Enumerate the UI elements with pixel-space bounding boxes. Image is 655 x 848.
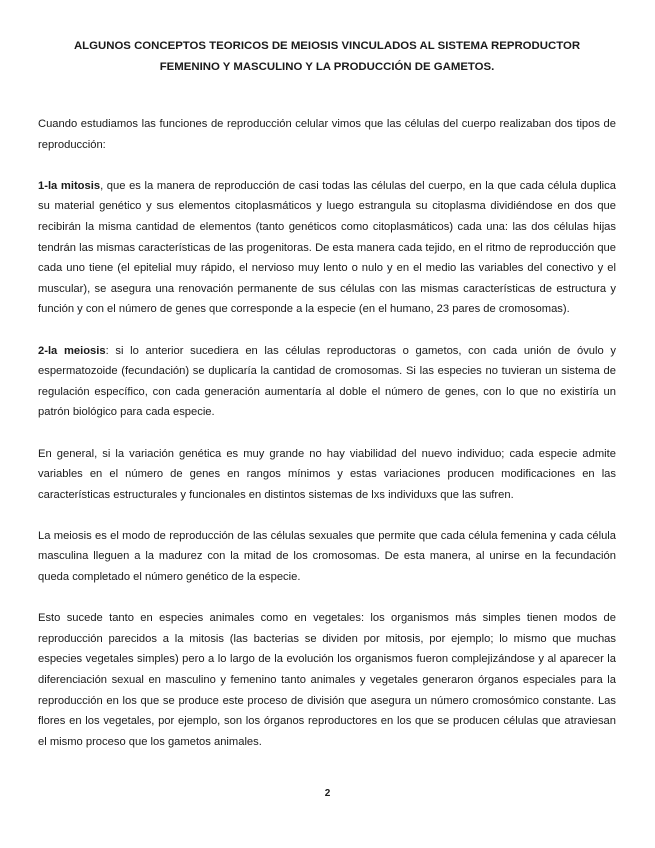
document-title — [38, 36, 616, 78]
paragraph-species: Esto sucede tanto en especies animales como en vegetales: los organismos más simples tienen modos de reproducción parecidos a la mitosis (las bacterias se dividen por mitosis, por ejemplo; lo mismo que muchas especies vegetales simples) pero a lo largo de la evolución los organismos fueron complejizándose y al aparecer la diferenciación sexual en masculino y femenino tanto animales y vegetales generaron órganos especiales para la reproducción en los que se produce este proceso de división que asegura un número cromosómico constante. Las flores en los vegetales, por ejemplo, son los órganos reproductores en los que se producen células que atraviesan el mismo proceso que los gametos animales. — [38, 612, 616, 748]
paragraph-intro: Cuando estudiamos las funciones de reproducción celular vimos que las células del cuerpo realizaban dos tipos de reproducción: — [38, 118, 616, 151]
mitosis-description: , que es la manera de reproducción de casi todas las células del cuerpo, en la que cada célula duplica su material genético y sus elementos citoplasmáticos y luego estrangula su citoplasma dividiéndose en dos que recibirán la misma cantidad de elementos (tanto genéticos como citoplasmáticos) cada una: las dos células hijas tendrán las mismas características de las progenitoras. De esta manera cada tejido, en el ritmo de reproducción que cada uno tiene (el epitelial muy rápido, el nervioso muy lento o nulo y en el medio las variables del conectivo y el muscular), se asegura una renovación permanente de sus células con las mismas características de estructura y función y con el número de genes que corresponde a la especie (en el humano, 23 pares de cromosomas). — [38, 179, 616, 316]
meiosis-description: : si lo anterior sucediera en las células reproductoras o gametos, con cada unión de óvulo y espermatozoide (fecundación) se duplicaría la cantidad de cromosomas. Si las especies no tuvieran un sistema de regulación específico, con cada generación aumentaría al doble el número de genes, con lo que no existiría un patrón biológico para cada especie. — [38, 344, 616, 419]
title-line-2: FEMENINO Y MASCULINO Y LA PRODUCCIÓN DE GAMETOS. — [159, 61, 495, 73]
document-page — [38, 36, 616, 773]
mitosis-term: 1-la mitosis — [38, 179, 101, 192]
paragraph-mitosis — [38, 176, 616, 320]
document-body — [38, 114, 616, 752]
paragraph-meiosis-definition: La meiosis es el modo de reproducción de las células sexuales que permite que cada célula femenina y cada célula masculina lleguen a la madurez con la mitad de los cromosomas. De esta manera, al unirse en la fecundación queda completado el número genético de la especie. — [38, 529, 616, 584]
meiosis-term: 2-la meiosis — [38, 344, 106, 357]
paragraph-variation: En general, si la variación genética es muy grande no hay viabilidad del nuevo individuo; cada especie admite variables en el número de genes en rangos mínimos y estas variaciones producen modificaciones en las características estructurales y funcionales en distintos sistemas de lxs individuxs que las sufren. — [38, 447, 616, 501]
page-number: 2 — [324, 788, 331, 799]
paragraph-meiosis — [38, 341, 616, 423]
title-line-1: ALGUNOS CONCEPTOS TEORICOS DE MEIOSIS VINCULADOS AL SISTEMA REPRODUCTOR — [73, 40, 581, 52]
